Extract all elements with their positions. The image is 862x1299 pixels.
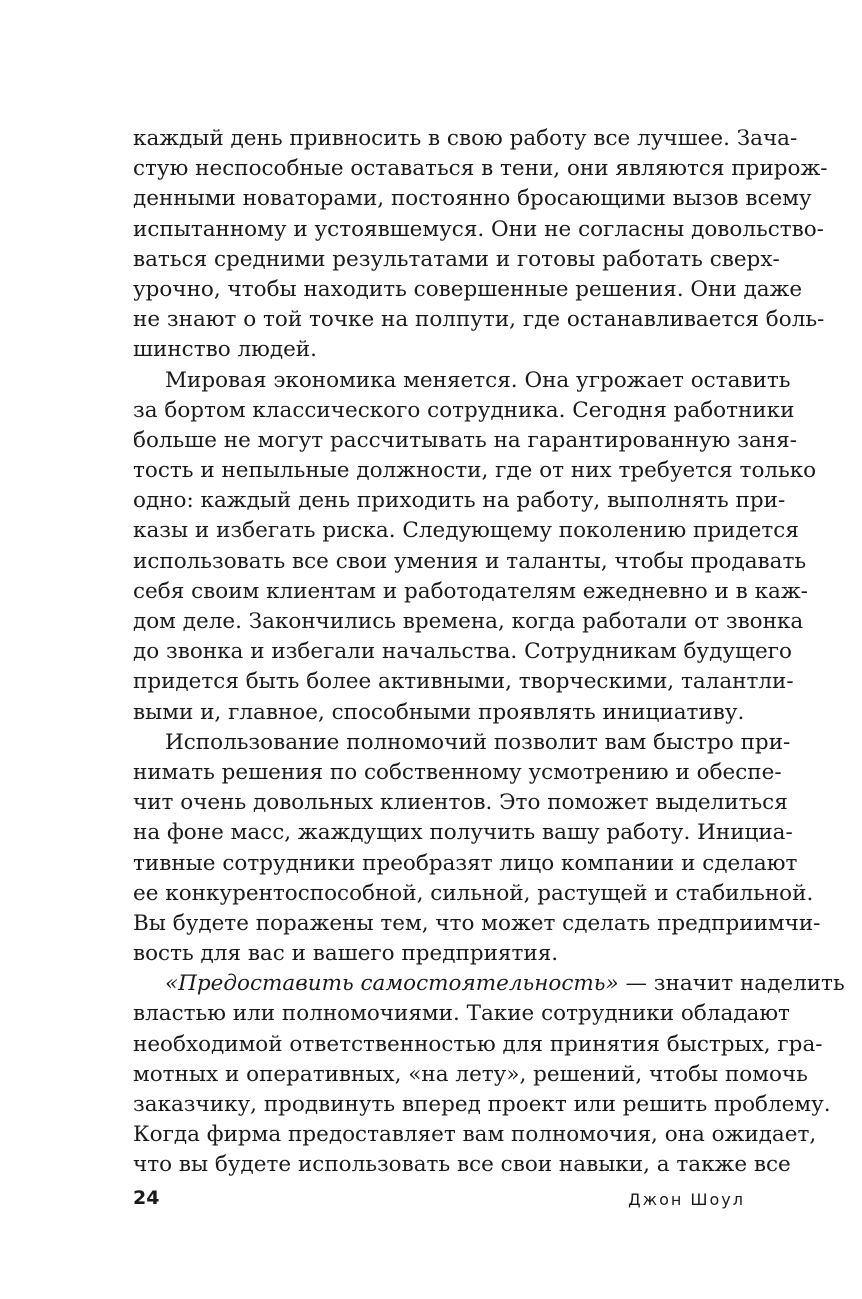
text-line: использовать все свои умения и таланты, чтобы продавать bbox=[133, 548, 807, 574]
text-line: денными новаторами, постоянно бросающими вызов всему bbox=[133, 186, 812, 212]
italic-term: «Предоставить самостоятельность» bbox=[165, 971, 619, 997]
text-line: заказчику, продвинуть вперед проект или решить проблему. bbox=[133, 1092, 831, 1117]
text-line: ее конкурентоспособной, сильной, растущей и стабильной. bbox=[133, 880, 814, 906]
text-line bbox=[133, 969, 845, 999]
text-line: дом деле. Закончились времена, когда работали от звонка bbox=[133, 609, 804, 634]
text-line: себя своим клиентам и работодателям ежедневно и в каж- bbox=[133, 578, 808, 604]
text-line: необходимой ответственностью для принятия быстрых, гра- bbox=[133, 1031, 823, 1057]
text-line: на фоне масс, жаждущих получить вашу работу. Инициа- bbox=[133, 820, 793, 846]
text-line: властью или полномочиями. Такие сотрудники обладают bbox=[133, 1001, 790, 1027]
text-line: нимать решения по собственному усмотрению и обеспе- bbox=[133, 759, 782, 785]
text-line: Использование полномочий позволит вам быстро при- bbox=[165, 729, 791, 755]
text-line: придется быть более активными, творческими, талантли- bbox=[133, 669, 794, 695]
text-line: одно: каждый день приходить на работу, выполнять при- bbox=[133, 488, 786, 514]
text-line: не знают о той точке на полпути, где останавливается боль- bbox=[133, 307, 825, 333]
text-line: Вы будете поражены тем, что может сделать предприимчи- bbox=[133, 910, 821, 936]
text-line: больше не могут рассчитывать на гарантированную заня- bbox=[133, 427, 797, 453]
text-line: Мировая экономика меняется. Она угрожает оставить bbox=[165, 367, 791, 393]
text-line: выми и, главное, способными проявлять инициативу. bbox=[133, 699, 745, 725]
text-line: урочно, чтобы находить совершенные решения. Они даже bbox=[133, 276, 803, 302]
text-line: Когда фирма предоставляет вам полномочия, она ожидает, bbox=[133, 1122, 817, 1148]
paragraph bbox=[133, 124, 828, 366]
text-line: вость для вас и вашего предприятия. bbox=[133, 941, 559, 967]
text-line: стую неспособные оставаться в тени, они являются прирож- bbox=[133, 156, 828, 182]
paragraph bbox=[133, 728, 821, 970]
paragraph bbox=[133, 366, 817, 728]
text-line: каждый день привносить в свою работу все лучшее. Зача- bbox=[133, 126, 798, 151]
running-head-author: Джон Шоул bbox=[628, 1190, 745, 1209]
text-line: до звонка и избегали начальства. Сотрудникам будущего bbox=[133, 639, 792, 665]
text-line: шинство людей. bbox=[133, 337, 317, 363]
paragraph bbox=[133, 969, 845, 1180]
text-line: ваться средними результатами и готовы работать сверх- bbox=[133, 246, 780, 272]
body-text bbox=[133, 124, 845, 1181]
text-line: тивные сотрудники преобразят лицо компании и сделают bbox=[133, 850, 798, 876]
text-line: испытанному и устоявшемуся. Они не согласны довольство- bbox=[133, 216, 824, 242]
text-line: за бортом классического сотрудника. Сегодня работники bbox=[133, 397, 795, 423]
text-line: тость и непыльные должности, где от них требуется только bbox=[133, 458, 817, 484]
page-number: 24 bbox=[133, 1187, 160, 1209]
text-line: что вы будете использовать все свои навыки, а также все bbox=[133, 1152, 791, 1178]
text-line: мотных и оперативных, «на лету», решений, чтобы помочь bbox=[133, 1061, 808, 1087]
text-line: казы и избегать риска. Следующему поколению придется bbox=[133, 518, 799, 544]
text-line: чит очень довольных клиентов. Это поможет выделиться bbox=[133, 790, 788, 816]
text-span: — значит наделить bbox=[618, 971, 845, 997]
